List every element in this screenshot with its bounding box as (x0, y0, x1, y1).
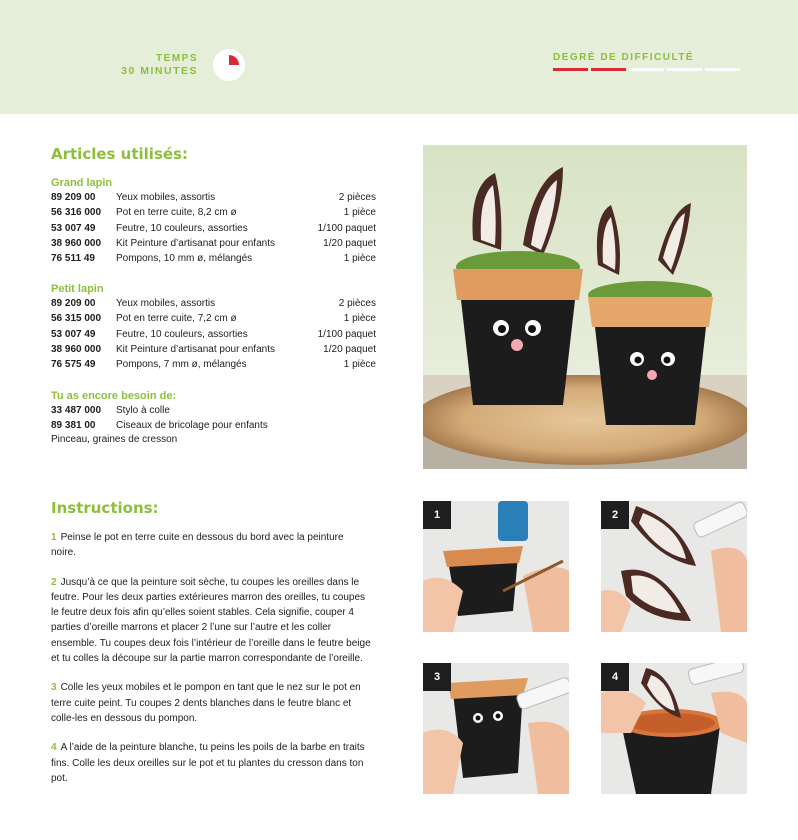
instruction-step (51, 680, 371, 726)
table-row (51, 251, 376, 266)
group-title-besoin: Tu as encore besoin de: (51, 390, 177, 402)
instructions-title: Instructions: (51, 499, 159, 517)
item-number: 56 315 000 (51, 313, 102, 325)
header-band (0, 0, 798, 114)
item-desc: Kit Peinture d’artisanat pour enfants (116, 343, 275, 355)
time-title: TEMPS (156, 53, 198, 64)
item-qty: 1 pièce (343, 207, 376, 219)
step-badge: 3 (423, 663, 451, 691)
time-value: 30 MINUTES (121, 65, 198, 77)
item-desc: Pot en terre cuite, 8,2 cm ø (116, 207, 237, 219)
table-row (51, 205, 376, 220)
item-desc: Feutre, 10 couleurs, assorties (116, 328, 248, 340)
step-photo-4 (601, 663, 747, 794)
clock-icon (212, 48, 246, 82)
item-desc: Pot en terre cuite, 7,2 cm ø (116, 313, 237, 325)
step-photo-3 (423, 663, 569, 794)
step-badge: 2 (601, 501, 629, 529)
item-number: 56 316 000 (51, 207, 102, 219)
step-text: Jusqu’à ce que la peinture soit sèche, tu coupes les oreilles dans le feutre. Pour les deux parties extérieures marron des oreilles, tu coupes le feutre deux fois afin qu’elles soient stables. Cela signifie, couper 4 parties d’oreille marrons et placer 2 l’une sur l’autre et les coller ensemble. Tu coupes deux fois l’intérieur de l’oreille dans le feutre beige et tu colles la découpe sur la partie marron correspondante de l’oreille. (51, 576, 371, 665)
item-number: 89 209 00 (51, 192, 96, 203)
table-row (51, 190, 376, 205)
difficulty-segment (667, 68, 702, 71)
instruction-step (51, 740, 371, 786)
item-qty: 2 pièces (338, 192, 376, 203)
instruction-steps (51, 530, 371, 800)
table-row (51, 327, 376, 342)
item-desc: Pompons, 10 mm ø, mélangés (116, 253, 253, 265)
time-info (121, 53, 198, 78)
step-text: A l’aide de la peinture blanche, tu peins les poils de la barbe en traits fins. Colle les deux oreilles sur le pot et tu plantes du cresson dans ton pot. (51, 742, 365, 784)
item-qty: 1/100 paquet (317, 222, 376, 234)
difficulty-segment (553, 68, 588, 71)
group-title-petit-lapin: Petit lapin (51, 283, 104, 295)
difficulty-meter (553, 68, 740, 71)
item-number: 89 381 00 (51, 420, 96, 432)
item-qty: 1/100 paquet (317, 328, 376, 340)
hero-photo-bunny-pots (423, 145, 747, 469)
table-row (51, 418, 376, 433)
item-qty: 1 pièce (343, 313, 376, 325)
item-qty: 1/20 paquet (323, 343, 376, 355)
items-petit-lapin (51, 296, 376, 372)
item-desc: Yeux mobiles, assortis (116, 298, 216, 309)
items-besoin (51, 403, 376, 434)
table-row (51, 221, 376, 236)
extra-supplies: Pinceau, graines de cresson (51, 434, 178, 445)
step-photo-1 (423, 501, 569, 632)
difficulty-segment (629, 68, 664, 71)
item-desc: Pompons, 7 mm ø, mélangés (116, 359, 247, 371)
item-number: 76 575 49 (51, 359, 96, 371)
item-number: 33 487 000 (51, 405, 102, 416)
instruction-step (51, 530, 371, 561)
difficulty-title: DEGRÉ DE DIFFICULTÉ (553, 52, 695, 63)
item-qty: 1 pièce (343, 253, 376, 265)
item-desc: Ciseaux de bricolage pour enfants (116, 420, 268, 432)
item-desc: Stylo à colle (116, 405, 170, 416)
item-number: 89 209 00 (51, 298, 96, 309)
item-number: 53 007 49 (51, 328, 96, 340)
table-row (51, 342, 376, 357)
item-qty: 1 pièce (343, 359, 376, 371)
step-text: Colle les yeux mobiles et le pompon en tant que le nez sur le pot en terre cuite peint. Tu coupes 2 dents blanches dans le feutre blanc et colle-les en dessous du pompon. (51, 682, 361, 724)
item-number: 53 007 49 (51, 222, 96, 234)
item-desc: Yeux mobiles, assortis (116, 192, 216, 203)
table-row (51, 296, 376, 311)
items-grand-lapin (51, 190, 376, 266)
step-number: 2 (51, 576, 57, 588)
table-row (51, 357, 376, 372)
item-number: 38 960 000 (51, 237, 102, 249)
step-badge: 4 (601, 663, 629, 691)
table-row (51, 311, 376, 326)
difficulty-segment (591, 68, 626, 71)
item-number: 38 960 000 (51, 343, 102, 355)
item-desc: Feutre, 10 couleurs, assorties (116, 222, 248, 234)
item-desc: Kit Peinture d’artisanat pour enfants (116, 237, 275, 249)
group-title-grand-lapin: Grand lapin (51, 177, 113, 189)
step-number: 3 (51, 682, 57, 694)
step-photo-2 (601, 501, 747, 632)
articles-title: Articles utilisés: (51, 145, 188, 163)
difficulty-segment (705, 68, 740, 71)
item-number: 76 511 49 (51, 253, 95, 265)
step-number: 1 (51, 532, 57, 543)
step-text: Peinse le pot en terre cuite en dessous du bord avec la peinture noire. (51, 532, 344, 559)
instruction-step (51, 575, 371, 667)
item-qty: 2 pièces (338, 298, 376, 309)
step-badge: 1 (423, 501, 451, 529)
table-row (51, 236, 376, 251)
table-row (51, 403, 376, 418)
step-number: 4 (51, 742, 57, 754)
item-qty: 1/20 paquet (323, 237, 376, 249)
